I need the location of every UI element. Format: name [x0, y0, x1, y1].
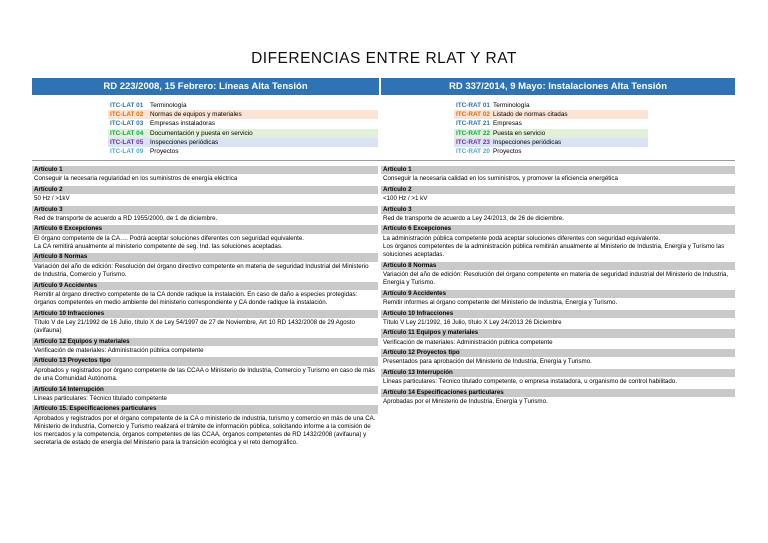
article-body [381, 338, 735, 347]
article-heading: Artículo 3 [381, 206, 735, 214]
article-block [381, 369, 735, 387]
article-block [381, 310, 735, 328]
itc-rat-row [454, 147, 648, 156]
article-body [381, 377, 735, 386]
article-body [32, 262, 378, 280]
article-block [32, 206, 378, 224]
rat-articles [381, 166, 735, 408]
article-block [32, 310, 378, 336]
itc-lat-list [108, 101, 378, 156]
article-text: Red de transporte de acuerdo a RD 1955/2000, de 1 de diciembre. [34, 214, 218, 222]
itc-rat-list [454, 101, 648, 156]
itc-name: Empresas instaladoras [150, 120, 216, 128]
itc-name: Proyectos [150, 147, 179, 155]
itc-rat-row [454, 119, 648, 128]
itc-lat-row [108, 147, 378, 156]
article-body [32, 414, 378, 448]
article-body [32, 346, 378, 355]
itc-code: ITC-RAT 21 [456, 120, 490, 128]
itc-name: Terminología [493, 102, 530, 109]
rlat-header: RD 223/2008, 15 Febrero: Líneas Alta Tensión [32, 78, 379, 95]
itc-code: ITC-LAT 04 [110, 129, 144, 137]
article-block [381, 225, 735, 259]
itc-name: Listado de normas citadas [493, 111, 568, 119]
itc-name: Normas de equipos y materiales [150, 111, 242, 119]
itc-rat-row [454, 129, 648, 138]
article-body [32, 234, 378, 252]
article-block [381, 206, 735, 224]
page-title: DIFERENCIAS ENTRE RLAT Y RAT [251, 50, 517, 67]
itc-name: Documentación y puesta en servicio [150, 129, 253, 137]
article-block [32, 186, 378, 204]
rat-header: RD 337/2014, 9 Mayo: Instalaciones Alta Tensión [381, 78, 735, 95]
article-body [381, 397, 735, 406]
article-heading: Artículo 10 Infracciones [381, 310, 735, 318]
article-heading: Artículo 9 Accidentes [32, 282, 378, 290]
article-body [381, 234, 735, 260]
article-text: Presentados para aprobación del Ministerio de Industria, Energía y Turismo. [383, 358, 592, 366]
article-text: <100 Hz / >1 kV [383, 195, 428, 203]
article-block [381, 290, 735, 308]
article-heading: Artículo 2 [32, 186, 378, 194]
article-body [381, 357, 735, 366]
article-block [381, 262, 735, 288]
article-heading: Artículo 11 Equipos y materiales [381, 329, 735, 337]
article-body [32, 318, 378, 336]
itc-lat-row [108, 129, 378, 138]
article-heading: Artículo 15. Especificaciones particulares [32, 405, 378, 413]
article-heading: Artículo 2 [381, 186, 735, 194]
article-body [32, 290, 378, 308]
article-body [381, 270, 735, 288]
article-heading: Artículo 12 Equipos y materiales [32, 338, 378, 346]
article-block [381, 329, 735, 347]
article-block [32, 357, 378, 383]
itc-lat-row [108, 110, 378, 119]
article-heading: Artículo 13 Interrupción [381, 369, 735, 377]
article-heading: Artículo 9 Accidentes [381, 290, 735, 298]
itc-name: Inspecciones periódicas [150, 138, 219, 146]
article-text: Conseguir la necesaria regularidad en los suministros de energía eléctrica [34, 175, 238, 183]
article-text: Aprobados y registrados por órgano competente de las CCAA o Ministerio de Industria, Comercio y Turismo en caso de más de una Comunidad Autónoma. [34, 366, 375, 383]
article-heading: Artículo 8 Normas [32, 253, 378, 261]
article-text: El órgano competente de la CA…. Podrá aceptar soluciones diferentes con seguridad equivalente. [34, 234, 305, 242]
article-text: Aprobados y registrados por el órgano competente de la CA o ministerio de industria, turismo y comercio en más de una CA. Ministerio de Industria, Comercio y Turismo realizará el trámite de información pública, solicitando informe a la comisión de los mercados y la competencia, órganos competentes de las CCAA, órganos competentes de RD 1432/2008 (avifauna) y secretaría de estado de energía del Ministerio para la transición ecológica y el reto demográfico. [34, 414, 376, 447]
article-text: Variación del año de edición: Resolución del órgano competente en materia de seguridad industrial del Ministerio de Industria, Energía y Turismo. [383, 271, 729, 287]
article-text: Título V de Ley 21/1992 de 16 Julio, título X de Ley 54/1997 de 27 de Noviembre, Art 10 RD 1432/2008 de 29 Agosto (avifauna) [34, 318, 355, 335]
article-heading: Artículo 1 [381, 166, 735, 174]
article-block [32, 282, 378, 308]
article-block [32, 253, 378, 279]
itc-name: Empresas [493, 120, 522, 128]
article-text: 50 Hz / >1kV [34, 195, 70, 203]
article-text: La administración pública competente podá aceptar soluciones diferentes con seguridad equivalente. [383, 234, 661, 242]
article-heading: Artículo 3 [32, 206, 378, 214]
itc-lat-row [108, 119, 378, 128]
itc-code: ITC-LAT 02 [110, 111, 144, 119]
article-body [381, 318, 735, 327]
itc-code: ITC-LAT 03 [110, 120, 144, 128]
itc-name: Terminología [150, 102, 187, 109]
itc-code: ITC-RAT 23 [456, 138, 490, 146]
itc-code: ITC-RAT 20 [456, 147, 490, 155]
itc-rat-row [454, 101, 648, 110]
article-text: Título V Ley 21/1992, 16 Julio, título X Ley 24/2013 26 Diciembre [383, 318, 562, 326]
article-block [381, 166, 735, 184]
article-body [381, 214, 735, 223]
itc-rat-row [454, 138, 648, 147]
itc-code: ITC-LAT 01 [110, 102, 144, 109]
itc-code: ITC-RAT 01 [456, 102, 490, 109]
article-heading: Artículo 13 Proyectos tipo [32, 357, 378, 365]
itc-code: ITC-LAT 09 [110, 147, 144, 155]
itc-code: ITC-LAT 05 [110, 138, 144, 146]
article-heading: Artículo 8 Normas [381, 262, 735, 270]
article-body [32, 194, 378, 203]
article-block [32, 338, 378, 356]
article-heading: Artículo 6 Excepciones [381, 225, 735, 233]
article-body [32, 394, 378, 403]
itc-lat-row [108, 138, 378, 147]
itc-code: ITC-RAT 22 [456, 129, 490, 137]
itc-code: ITC-RAT 02 [456, 111, 490, 119]
article-heading: Artículo 6 Excepciones [32, 225, 378, 233]
article-text: Red de transporte de acuerdo a Ley 24/2013, de 26 de diciembre. [383, 214, 564, 222]
article-heading: Artículo 14 Especificaciones particulares [381, 389, 735, 397]
itc-name: Proyectos [493, 147, 522, 155]
itc-rat-row [454, 110, 648, 119]
itc-name: Inspecciones periódicas [493, 138, 562, 146]
article-block [32, 225, 378, 251]
article-heading: Artículo 1 [32, 166, 378, 174]
article-body [32, 366, 378, 384]
article-text: Líneas particulares: Técnico titulado competente [34, 394, 167, 402]
article-block [381, 349, 735, 367]
itc-name: Puesta en servicio [493, 129, 546, 137]
itc-lat-row [108, 101, 378, 110]
article-body [381, 194, 735, 203]
article-body [32, 174, 378, 183]
article-body [381, 298, 735, 307]
article-text: Verificación de materiales: Administración pública competente [383, 338, 553, 346]
article-text: Líneas particulares: Técnico titulado competente, o empresa instaladora, u organismo de control habilitado. [383, 378, 677, 386]
article-block [32, 386, 378, 404]
article-block [32, 405, 378, 447]
article-text: Variación del año de edición: Resolución del órgano directivo competente en materia de seguridad Industrial del Ministerio de Industria, Comercio y Turismo. [34, 262, 369, 279]
article-heading: Artículo 10 Infracciones [32, 310, 378, 318]
article-block [381, 186, 735, 204]
article-heading: Artículo 14 Interrupción [32, 386, 378, 394]
article-text: Remitir informes al órgano competente del Ministerio de Industria, Energía y Turismo. [383, 299, 618, 307]
article-text: Los órganos competentes de la administración pública remitirán anualmente al Ministerio de Industria, Energía y Turismo las soluciones aceptadas. [383, 242, 725, 259]
article-block [32, 166, 378, 184]
article-text: Remitir al órgano directivo competente de la CA donde radique la instalación. En caso de daño a especies protegidas: órganos competentes en medio ambiente del ministerio correspondiente y CA donde radique la instalación. [34, 290, 358, 307]
article-body [381, 174, 735, 183]
article-text: Conseguir la necesaria calidad en los suministros, y promover la eficiencia energética [383, 175, 618, 183]
article-block [381, 389, 735, 407]
section-divider [32, 160, 735, 161]
rlat-articles [32, 166, 378, 450]
article-text: La CA remitirá anualmente al ministerio competente de seg. Ind. las soluciones aceptadas. [34, 242, 283, 250]
article-text: Verificación de materiales: Administración pública competente [34, 346, 204, 354]
article-text: Aprobadas por el Ministerio de Industria, Energía y Turismo. [383, 398, 548, 405]
article-heading: Artículo 12 Proyectos tipo [381, 349, 735, 357]
article-body [32, 214, 378, 223]
